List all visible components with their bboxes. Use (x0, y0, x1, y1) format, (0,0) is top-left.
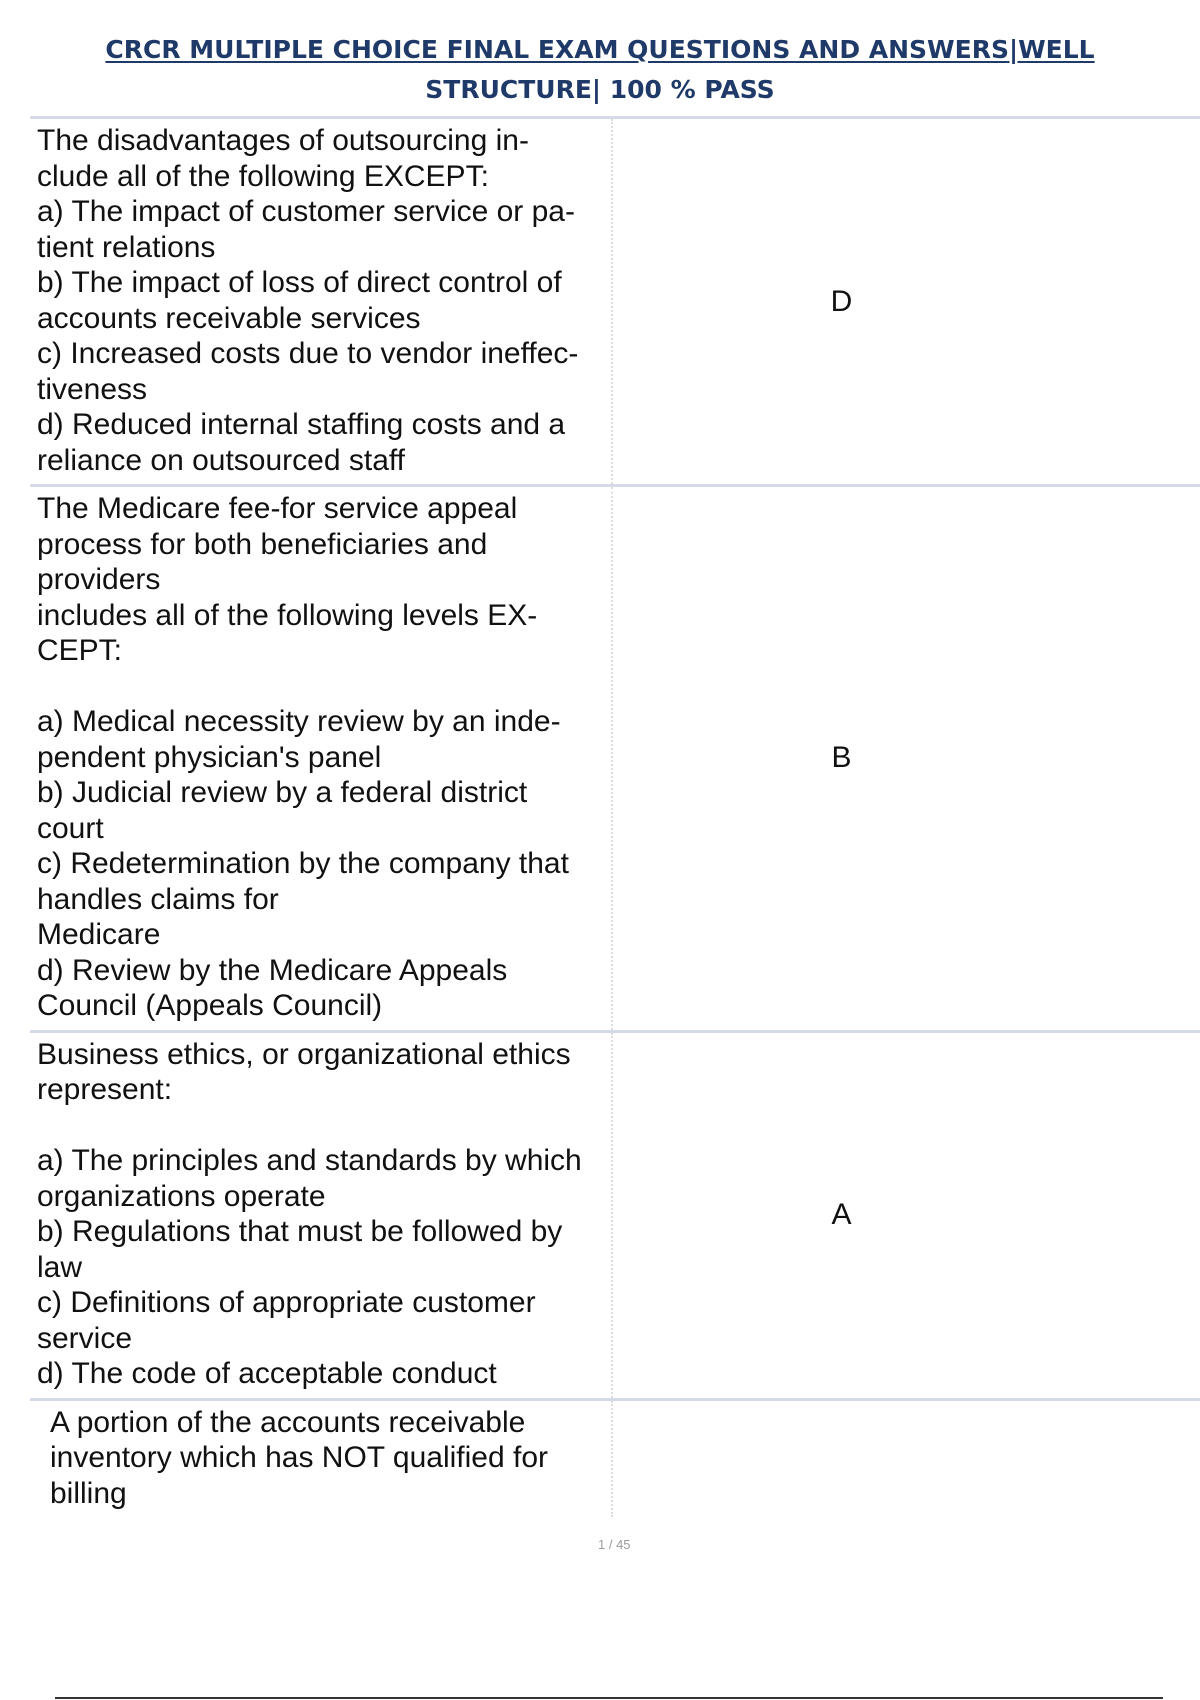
answer-text: B (831, 741, 852, 775)
page-title (40, 30, 1160, 110)
question-text: Business ethics, or organizational ethics represent: a) The principles and standards by which organizations operate b) Regulations that must be followed by law c) Definitions of appropriate customer service d) The code of acceptable conduct (30, 1033, 613, 1398)
title-line-2: STRUCTURE| 100 % PASS (425, 75, 775, 104)
qa-row-3 (30, 1030, 1200, 1398)
qa-row-4 (30, 1398, 1200, 1518)
question-text: A portion of the accounts receivable inventory which has NOT qualified for billing (30, 1401, 613, 1518)
qa-table (30, 116, 1200, 1517)
answer-text: D (830, 284, 853, 318)
question-text: The disadvantages of outsourcing in- clude all of the following EXCEPT: a) The impact of customer service or pa- tient relations b) The impact of loss of direct control of accounts receivable services c) Increased costs due to vendor ineffec- tiveness d) Reduced internal staffing costs and a reliance on outsourced staff (30, 119, 613, 484)
question-text: The Medicare fee-for service appeal process for both beneficiaries and providers includes all of the following levels EX- CEPT: a) Medical necessity review by an inde- pendent physician's panel b) Judicial review by a federal district court c) Redetermination by the company that handles claims for Medicare d) Review by the Medicare Appeals Council (Appeals Council) (30, 487, 613, 1030)
answer-cell (613, 487, 1200, 1030)
page-number: 1 / 45 (598, 1537, 631, 1552)
title-line-1: CRCR MULTIPLE CHOICE FINAL EXAM QUESTIONS AND ANSWERS|WELL (105, 35, 1095, 64)
qa-row-2 (30, 484, 1200, 1030)
answer-text: A (831, 1198, 852, 1231)
answer-cell (613, 1401, 1200, 1518)
answer-cell (613, 1033, 1200, 1398)
footer-divider (55, 1697, 1163, 1699)
answer-cell (613, 119, 1200, 484)
qa-row-1 (30, 116, 1200, 484)
